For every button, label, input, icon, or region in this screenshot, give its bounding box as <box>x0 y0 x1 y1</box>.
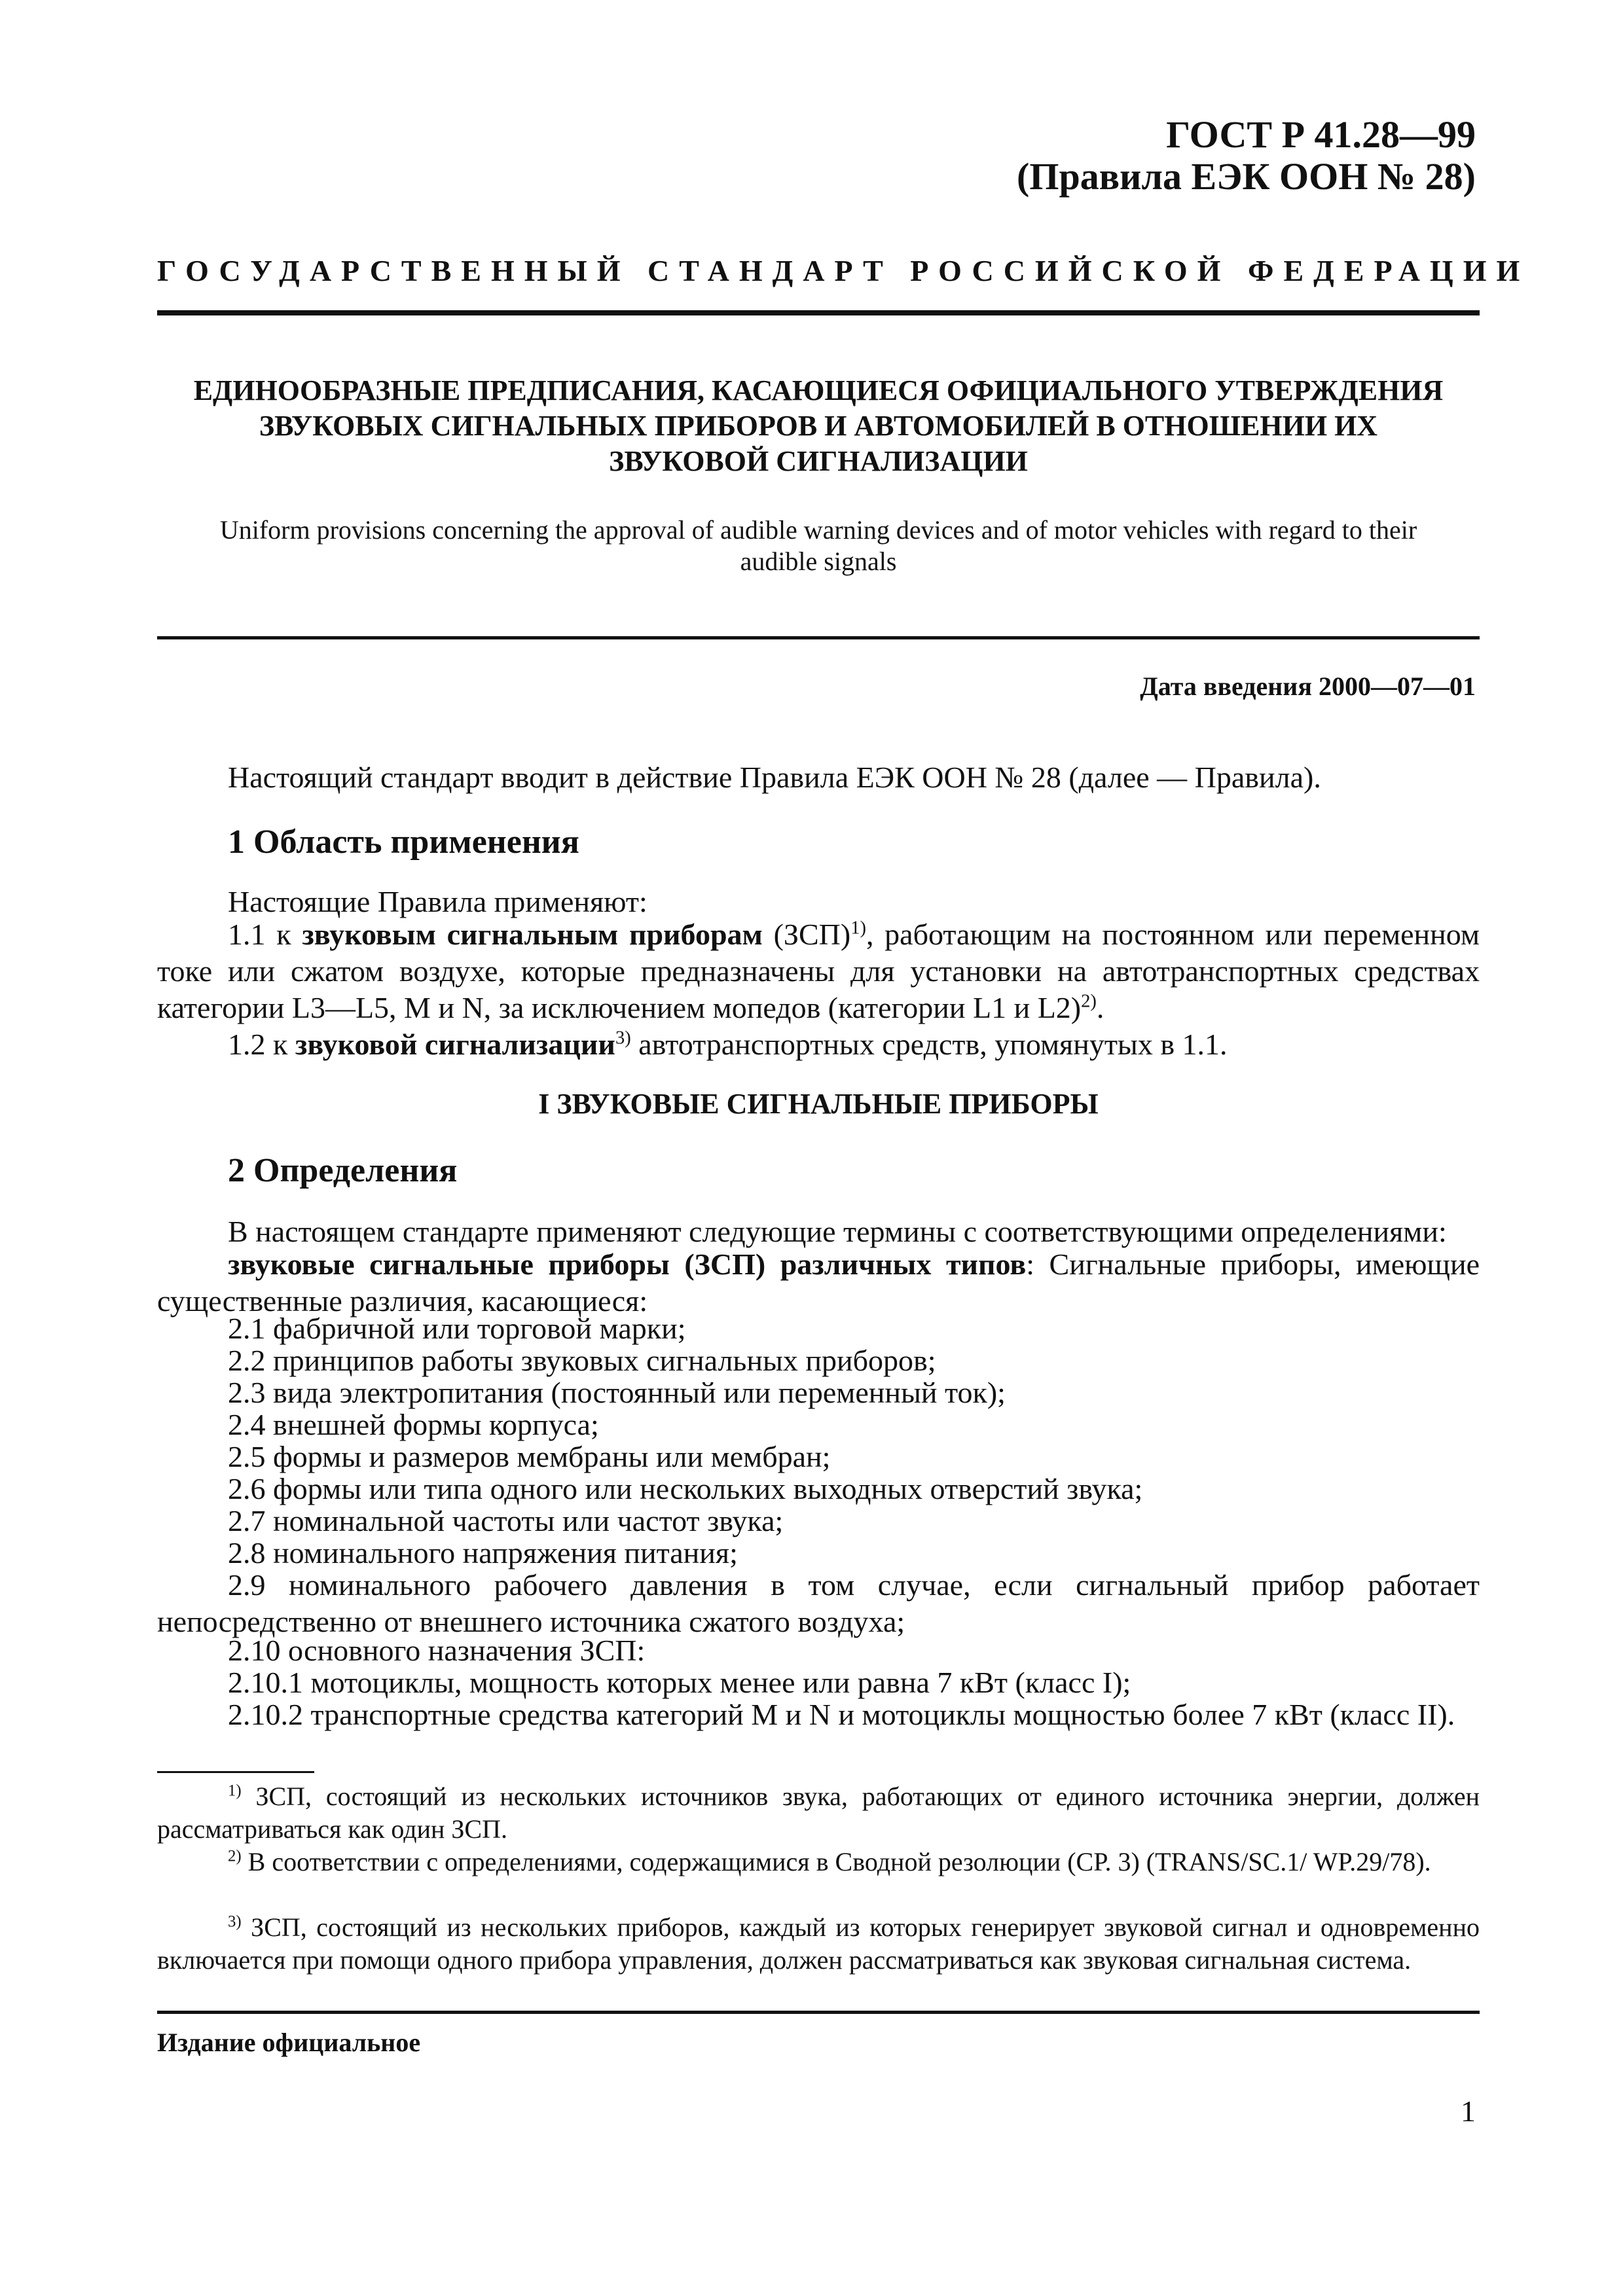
list-item-2-7: 2.7 номинальной частоты или частот звука; <box>228 1504 784 1537</box>
item-1-1-text-c: . <box>1096 991 1104 1024</box>
list-item-2-10: 2.10 основного назначения ЗСП: <box>228 1634 646 1667</box>
section-2-lead: В настоящем стандарте применяют следующие термины с соответствующими определениями: <box>228 1215 1447 1248</box>
section-2-heading: 2 Определения <box>228 1152 458 1189</box>
footnote-3-text: ЗСП, состоящий из нескольких приборов, каждый из которых генерирует звуковой сигнал и одновременно включается при помощи одного прибора управления, должен рассматриваться как звуковая сигнальная система. <box>157 1912 1480 1975</box>
english-title-line-2: audible signals <box>740 547 897 576</box>
english-title-line-1: Uniform provisions concerning the approval of audible warning devices and of motor vehicles with regard to their <box>219 515 1417 545</box>
footnote-1-mark: 1) <box>228 1782 242 1800</box>
english-title <box>157 514 1480 577</box>
item-1-2-term: звуковой сигнализации <box>295 1028 615 1061</box>
page-number: 1 <box>1461 2094 1476 2128</box>
definition-term: звуковые сигнальные приборы (ЗСП) различных типов <box>228 1247 1027 1281</box>
list-item-2-1: 2.1 фабричной или торговой марки; <box>228 1312 686 1345</box>
item-1-2 <box>228 1026 1228 1063</box>
gost-number: ГОСТ Р 41.28—99 <box>1166 113 1476 156</box>
title-rule <box>157 636 1480 639</box>
item-1-1-text-b: , работающим на постоянном или переменном токе или сжатом воздухе, которые предназначены для установки на автотранспортных средствах категории L3—L5, M и N, за исключением мопедов (категории L1 и L2) <box>157 918 1480 1024</box>
footnote-ref-3: 3) <box>615 1028 631 1049</box>
title-line-2: ЗВУКОВЫХ СИГНАЛЬНЫХ ПРИБОРОВ И АВТОМОБИЛЕЙ В ОТНОШЕНИИ ИХ <box>259 410 1378 442</box>
footnote-ref-2: 2) <box>1081 991 1097 1012</box>
title-line-3: ЗВУКОВОЙ СИГНАЛИЗАЦИИ <box>609 445 1028 477</box>
document-title <box>157 373 1480 479</box>
list-item-2-6: 2.6 формы или типа одного или нескольких выходных отверстий звука; <box>228 1472 1143 1505</box>
list-item-2-4: 2.4 внешней формы корпуса; <box>228 1408 599 1441</box>
item-1-1-prefix: 1.1 к <box>228 918 302 951</box>
effective-date: Дата введения 2000—07—01 <box>1140 672 1476 701</box>
section-1-heading: 1 Область применения <box>228 823 579 861</box>
footnote-3-mark: 3) <box>228 1912 242 1931</box>
item-1-1-term: звуковым сигнальным приборам <box>302 918 763 951</box>
footnote-2 <box>157 1846 1480 1878</box>
part-1-heading: I ЗВУКОВЫЕ СИГНАЛЬНЫЕ ПРИБОРЫ <box>538 1088 1099 1120</box>
definition-text: : Сигнальные приборы, имеющие существенные различия, касающиеся: <box>157 1247 1480 1318</box>
edition-label: Издание официальное <box>157 2028 421 2057</box>
title-line-1: ЕДИНООБРАЗНЫЕ ПРЕДПИСАНИЯ, КАСАЮЩИЕСЯ ОФИЦИАЛЬНОГО УТВЕРЖДЕНИЯ <box>193 374 1444 406</box>
section-1-lead: Настоящие Правила применяют: <box>228 885 647 918</box>
item-1-1-text-a: (ЗСП) <box>762 918 851 951</box>
footnote-3 <box>157 1911 1480 1977</box>
item-1-2-text: автотранспортных средств, упомянутых в 1.1. <box>630 1028 1228 1061</box>
rules-reference: (Правила ЕЭК ООН № 28) <box>1017 155 1476 198</box>
banner-rule <box>157 310 1480 315</box>
state-standard-banner: ГОСУДАРСТВЕННЫЙ СТАНДАРТ РОССИЙСКОЙ ФЕДЕРАЦИИ <box>157 254 1530 287</box>
list-item-2-9: 2.9 номинального рабочего давления в том случае, если сигнальный прибор работает непосредственно от внешнего источника сжатого воздуха; <box>157 1568 1480 1638</box>
item-1-2-prefix: 1.2 к <box>228 1028 295 1061</box>
footnote-2-text: В соответствии с определениями, содержащимися в Сводной резолюции (СР. 3) (TRANS/SC.1/ WP.29/78). <box>241 1847 1431 1876</box>
intro-paragraph: Настоящий стандарт вводит в действие Правила ЕЭК ООН № 28 (далее — Правила). <box>228 761 1321 794</box>
list-item-2-10-1: 2.10.1 мотоциклы, мощность которых менее или равна 7 кВт (класс I); <box>228 1666 1131 1699</box>
footnote-separator <box>157 1771 314 1773</box>
footnote-1-text: ЗСП, состоящий из нескольких источников звука, работающих от единого источника энергии, должен рассматриваться как один ЗСП. <box>157 1782 1480 1844</box>
list-item-2-5: 2.5 формы и размеров мембраны или мембран; <box>228 1440 831 1473</box>
footer-rule <box>157 2011 1480 2014</box>
footnote-2-mark: 2) <box>228 1847 242 1865</box>
footnote-ref-1: 1) <box>850 918 866 939</box>
list-item-2-10-2: 2.10.2 транспортные средства категорий M и N и мотоциклы мощностью более 7 кВт (класс II). <box>228 1698 1455 1731</box>
footnote-1 <box>157 1780 1480 1846</box>
list-item-2-8: 2.8 номинального напряжения питания; <box>228 1536 738 1570</box>
item-1-1 <box>157 916 1480 1026</box>
list-item-2-2: 2.2 принципов работы звуковых сигнальных приборов; <box>228 1344 936 1377</box>
list-item-2-3: 2.3 вида электропитания (постоянный или переменный ток); <box>228 1376 1006 1409</box>
definition-paragraph <box>157 1246 1480 1319</box>
